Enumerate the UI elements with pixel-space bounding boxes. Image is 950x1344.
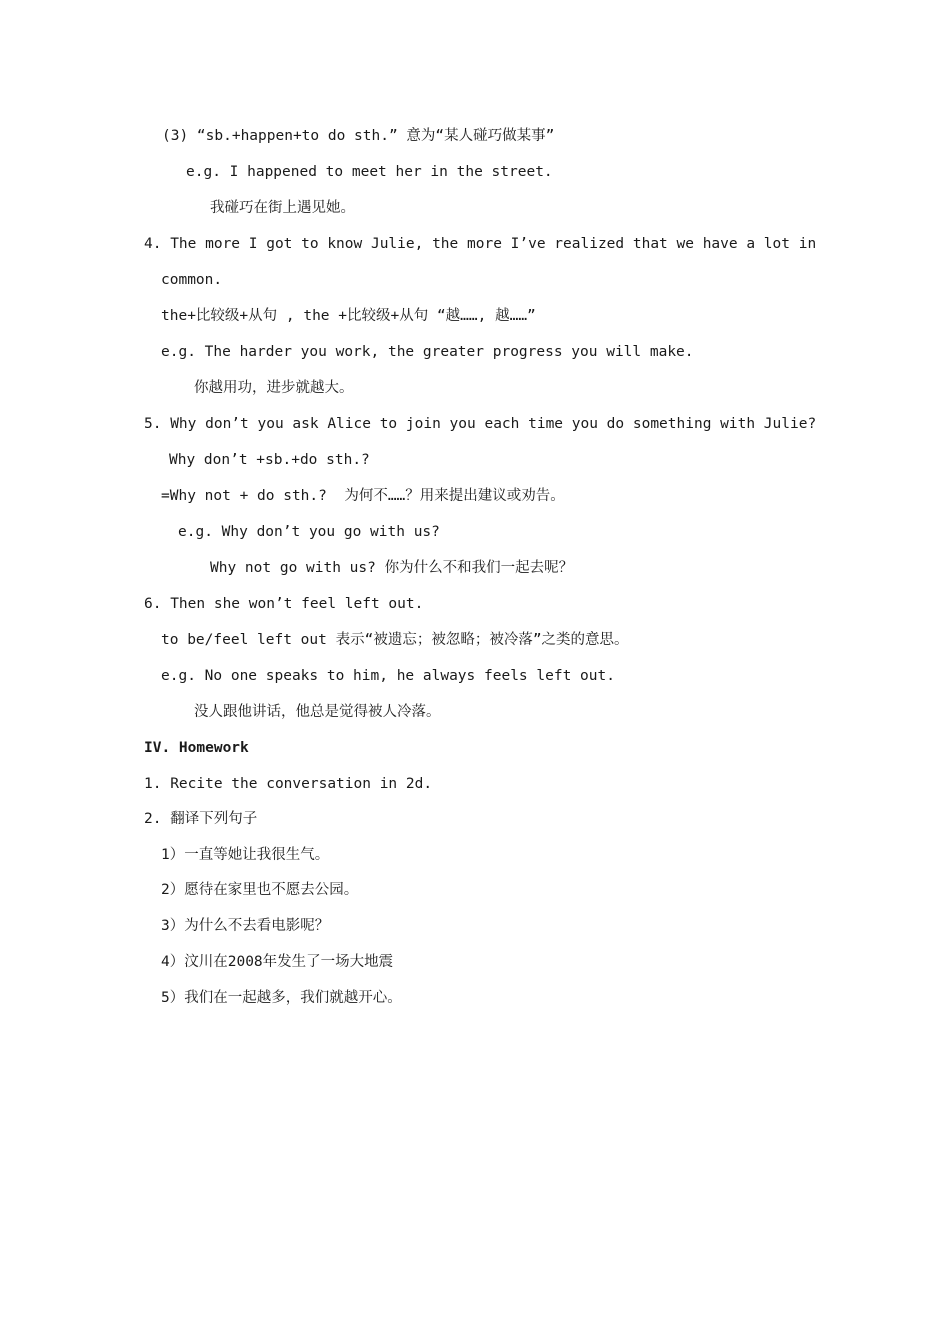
note-happen-structure: (3) “sb.+happen+to do sth.” 意为“某人碰巧做某事” xyxy=(162,128,555,144)
translation-item-3: 3）为什么不去看电影呢？ xyxy=(161,918,330,934)
homework-item-1: 1. Recite the conversation in 2d. xyxy=(144,776,433,792)
section-heading-homework: IV. Homework xyxy=(144,740,249,756)
item-6-sentence: 6. Then she won’t feel left out. xyxy=(144,596,424,612)
homework-item-2: 2. 翻译下列句子 xyxy=(144,811,258,827)
translation-item-5: 5）我们在一起越多，我们就越开心。 xyxy=(161,990,402,1006)
item-4-example-en: e.g. The harder you work, the greater progress you will make. xyxy=(161,344,694,360)
item-4-structure: the+比较级+从句 , the +比较级+从句 “越……, 越……” xyxy=(161,308,536,324)
item-6-example-en: e.g. No one speaks to him, he always feels left out. xyxy=(161,668,615,684)
item-4-sentence: 4. The more I got to know Julie, the more I’ve realized that we have a lot in xyxy=(144,236,817,252)
item-5-sentence: 5. Why don’t you ask Alice to join you each time you do something with Julie? xyxy=(144,416,817,432)
item-5-example-en: e.g. Why don’t you go with us? xyxy=(178,524,440,540)
translation-item-4: 4）汶川在2008年发生了一场大地震 xyxy=(161,954,394,970)
item-6-example-zh: 没人跟他讲话，他总是觉得被人冷落。 xyxy=(194,704,441,720)
example-happen-en: e.g. I happened to meet her in the street. xyxy=(186,164,553,180)
translation-item-2: 2）愿待在家里也不愿去公园。 xyxy=(161,882,359,898)
item-4-example-zh: 你越用功，进步就越大。 xyxy=(194,380,354,396)
translation-item-1: 1）一直等她让我很生气。 xyxy=(161,847,330,863)
item-4-sentence-cont: common. xyxy=(161,272,223,288)
example-happen-zh: 我碰巧在街上遇见她。 xyxy=(210,200,355,216)
item-5-example-zh: Why not go with us? 你为什么不和我们一起去呢？ xyxy=(210,560,574,576)
item-6-structure: to be/feel left out 表示“被遗忘；被忽略；被冷落”之类的意思。 xyxy=(161,632,629,648)
item-5-structure: Why don’t +sb.+do sth.? xyxy=(169,452,370,468)
item-5-equivalent: =Why not + do sth.? 为何不……？用来提出建议或劝告。 xyxy=(161,488,565,504)
